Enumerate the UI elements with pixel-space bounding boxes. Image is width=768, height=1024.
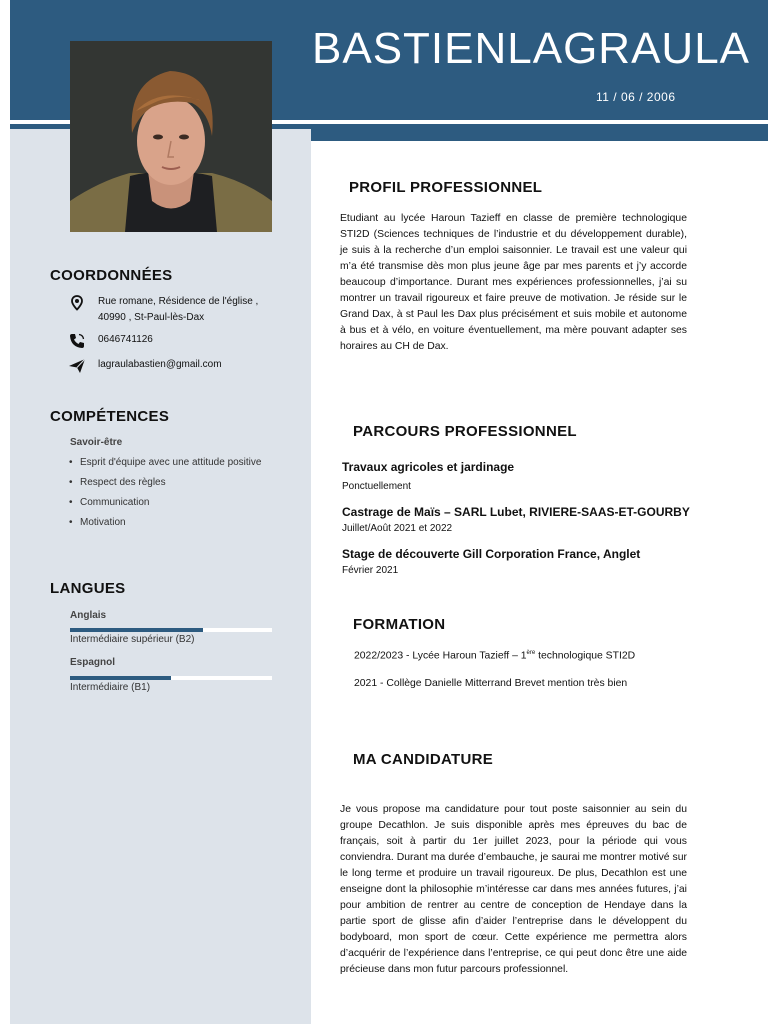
job-date: Février 2021 (342, 565, 399, 576)
send-icon (68, 357, 86, 375)
job-title: Castrage de Maïs – SARL Lubet, RIVIERE-SAAS-ET-GOURBY (342, 505, 690, 519)
language-name: Espagnol (70, 657, 116, 668)
contact-phone (68, 332, 153, 350)
formation-item: 2021 - Collège Danielle Mitterrand Brevet mention très bien (354, 678, 628, 689)
formation-item-sup: ère (526, 650, 536, 656)
profile-photo (70, 41, 272, 232)
competences-heading: COMPÉTENCES (50, 408, 170, 425)
language-level-fill (70, 628, 203, 632)
langues-heading: LANGUES (50, 580, 126, 597)
contact-email[interactable] (68, 357, 222, 375)
profil-heading: PROFIL PROFESSIONNEL (349, 179, 543, 196)
list-item: • Respect des règles (68, 475, 268, 491)
parcours-heading: PARCOURS PROFESSIONNEL (353, 423, 577, 440)
language-name: Anglais (70, 610, 107, 621)
job-title: Travaux agricoles et jardinage (342, 460, 515, 474)
job-title: Stage de découverte Gill Corporation France, Anglet (342, 547, 641, 561)
candidate-name: BASTIENLAGRAULA (312, 24, 751, 73)
competences-subtitle: Savoir-être (70, 437, 123, 448)
formation-item-text: technologique STI2D (535, 650, 636, 662)
formation-item (354, 650, 635, 661)
header-accent-bar (311, 129, 768, 141)
formation-heading: FORMATION (353, 616, 446, 633)
coordonnees-heading: COORDONNÉES (50, 267, 173, 284)
list-item: • Motivation (68, 515, 268, 531)
birth-date: 11 / 06 / 2006 (596, 90, 676, 104)
job-date: Ponctuellement (342, 481, 411, 492)
formation-item-text: 2022/2023 - Lycée Haroun Tazieff – 1 (354, 650, 527, 662)
contact-address (68, 294, 258, 326)
list-item: • Communication (68, 495, 268, 511)
competences-list (68, 455, 268, 535)
profil-text: Etudiant au lycée Haroun Tazieff en classe de première technologique STI2D (Sciences techniques de l’industrie et du développement durable), je suis à la recherche d’un emploi saisonnier. Le travail est une valeur qui m’a été transmise dès mon plus jeune âge par mes parents et j’y accorde beaucoup d’importance. Durant mes expériences professionnelles, j’ai su montrer un travail rigoureux et faire preuve de motivation. Je réside sur le Grand Dax, à st Paul les Dax plus précisément et suis mobile et autonome à bus et à vélo, en voiture éventuellement, ma mère pouvant adapter ses horaires au CH de Dax. (340, 213, 687, 352)
phone-icon (68, 332, 86, 350)
language-level: Intermédiaire (B1) (70, 682, 151, 693)
phone-text: 0646741126 (98, 334, 153, 345)
sidebar-background (10, 129, 311, 1024)
language-level: Intermédiaire supérieur (B2) (70, 634, 195, 645)
job-date: Juillet/Août 2021 et 2022 (342, 523, 453, 534)
address-text: Rue romane, Résidence de l'église , 40990 , St-Paul-lès-Dax (98, 296, 259, 323)
location-pin-icon (68, 294, 86, 312)
language-level-fill (70, 676, 171, 680)
list-item: • Esprit d'équipe avec une attitude positive (68, 455, 268, 471)
language-level-bar (70, 628, 272, 632)
candidature-heading: MA CANDIDATURE (353, 751, 494, 768)
language-level-bar (70, 676, 272, 680)
candidature-text: Je vous propose ma candidature pour tout poste saisonnier au sein du groupe Decathlon. Je suis disponible après mes épreuves du bac de français, soit à partir du 1er juillet 2023, pour la période qui vous conviendra. Durant ma durée d’embauche, je saurai me montrer motivé sur le long terme et produire un travail rigoureux. De plus, Decathlon est une enseigne dont la philosophie m’intéresse car dans mes années futures, j’ai pour ambition de rentrer au centre de conception de Hendaye dans la partie sport de glisse afin d’aider l’entreprise dans le développent du bodyboard, mon sport de cœur. Cette expérience me permettra alors d’acquérir de l’expérience dans l’entreprise, ce qui peut donc être une aide précieuse dans mon futur parcours professionnel. (340, 804, 687, 975)
email-text[interactable]: lagraulabastien@gmail.com (98, 359, 222, 370)
